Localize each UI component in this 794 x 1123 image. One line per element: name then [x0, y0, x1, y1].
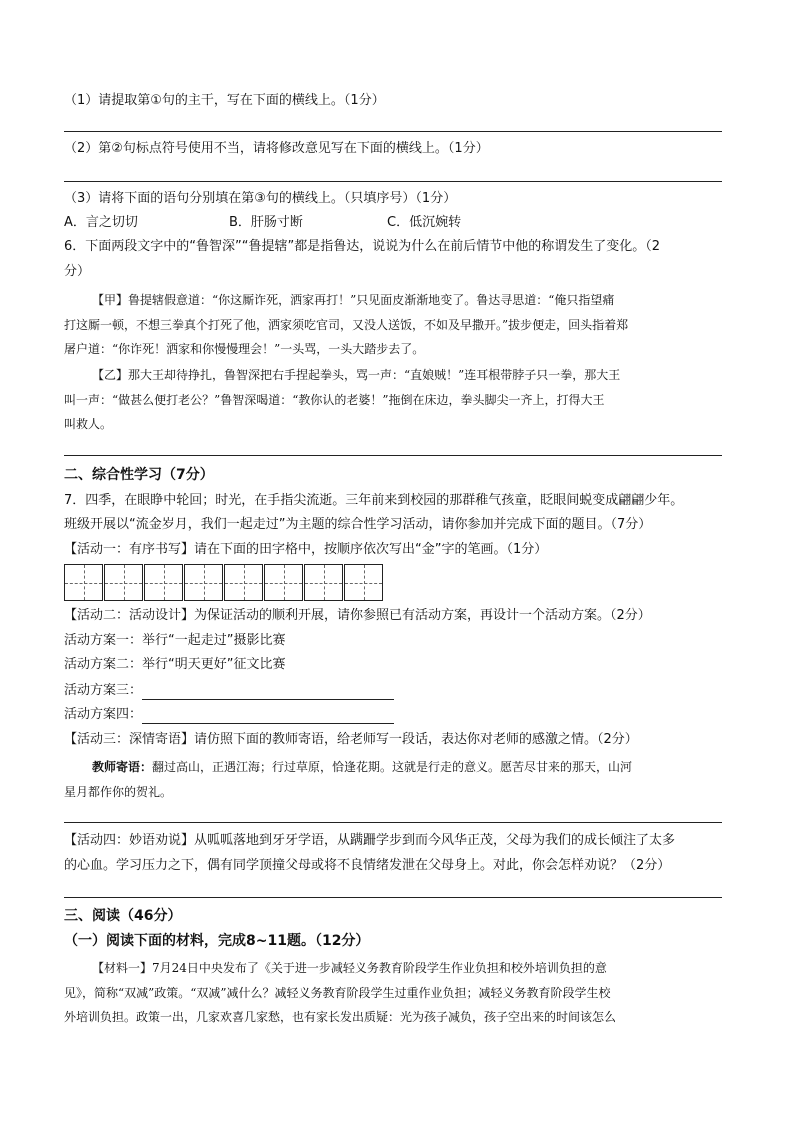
- q5-sub1: （1）请提取第①句的主干，写在下面的横线上。（1分）: [64, 93, 385, 108]
- q6-prompt-line2: 分）: [64, 264, 91, 279]
- tianzi-cell[interactable]: [144, 564, 183, 601]
- tianzi-cell[interactable]: [344, 564, 383, 601]
- teacher-message-label: 教师寄语：: [92, 760, 153, 774]
- activity4-line2: 的心血。学习压力之下，偶有同学顶撞父母或将不良情绪发泄在父母身上。对此，你会怎样劝说？（2分）: [64, 858, 671, 873]
- q6-prompt-line1: 6．下面两段文字中的“鲁智深”“鲁提辖”都是指鲁达，说说为什么在前后情节中他的称谓发生了变化。（2: [64, 239, 660, 254]
- passage-jia-line3: 屠户道：“你诈死！洒家和你慢慢理会！”一头骂，一头大踏步去了。: [64, 342, 425, 356]
- activity4-line1: 【活动四：妙语劝说】从呱呱落地到牙牙学语，从蹒跚学步到而今风华正茂，父母为我们的成长倾注了太多: [64, 833, 676, 848]
- teacher-message-line2: 星月都作你的贺礼。: [64, 785, 173, 799]
- passage-jia-line2: 打这厮一顿，不想三拳真个打死了他，洒家须吃官司，又没人送饭，不如及早撒开。”拔步便走，回头指着郑: [64, 318, 629, 332]
- activity3-prompt: 【活动三：深情寄语】请仿照下面的教师寄语，给老师写一段话，表达你对老师的感激之情。（2分）: [64, 732, 638, 747]
- passage-jia-line1: 【甲】鲁提辖假意道：“你这厮诈死，洒家再打！”只见面皮渐渐地变了。鲁达寻思道：“俺只指望痛: [92, 293, 615, 307]
- q5-options: [64, 214, 461, 232]
- section3-subtitle: （一）阅读下面的材料，完成8~11题。（12分）: [64, 933, 370, 949]
- tianzi-cell[interactable]: [304, 564, 343, 601]
- plan-three-label: 活动方案三：: [64, 683, 143, 698]
- option-b: B．肝肠寸断: [229, 215, 303, 230]
- section2-title: 二、综合性学习（7分）: [64, 467, 214, 483]
- answer-line[interactable]: [64, 181, 722, 182]
- plan-four-label: 活动方案四：: [64, 707, 143, 722]
- tianzi-grid: [64, 564, 384, 600]
- activity2-prompt: 【活动二：活动设计】为保证活动的顺利开展，请你参照已有活动方案，再设计一个活动方案。（2分）: [64, 608, 651, 623]
- activity1-prompt: 【活动一：有序书写】请在下面的田字格中，按顺序依次写出“金”字的笔画。（1分）: [64, 542, 548, 557]
- tianzi-cell[interactable]: [104, 564, 143, 601]
- answer-line[interactable]: [64, 131, 722, 132]
- plan-three-row: [64, 682, 394, 700]
- material1-line2: 见》，简称“双减”政策。“双减”减什么？减轻义务教育阶段学生过重作业负担；减轻义务教育阶段学生校: [64, 986, 611, 1000]
- teacher-message-text: 翻过高山，正遇江海；行过草原，恰逢花期。这就是行走的意义。愿苦尽甘来的那天，山河: [152, 760, 633, 774]
- plan-one: 活动方案一：举行“一起走过”摄影比赛: [64, 633, 286, 648]
- tianzi-cell[interactable]: [64, 564, 103, 601]
- teacher-message-line1: [92, 758, 632, 776]
- plan-three-blank[interactable]: [142, 685, 394, 700]
- passage-yi-line1: 【乙】那大王却待挣扎，鲁智深把右手捏起拳头，骂一声：“直娘贼！”连耳根带脖子只一拳，那大王: [92, 368, 621, 382]
- plan-four-blank[interactable]: [142, 709, 394, 724]
- section3-title: 三、阅读（46分）: [64, 908, 182, 924]
- answer-line[interactable]: [64, 455, 722, 456]
- tianzi-cell[interactable]: [264, 564, 303, 601]
- plan-four-row: [64, 706, 394, 724]
- material1-line1: 【材料一】7月24日中央发布了《关于进一步减轻义务教育阶段学生作业负担和校外培训负担的意: [92, 961, 607, 975]
- option-a: A．言之切切: [64, 215, 138, 230]
- answer-line[interactable]: [64, 897, 722, 898]
- q7-line1: 7．四季，在眼睁中轮回；时光，在手指尖流逝。三年前来到校园的那群稚气孩童，眨眼间蜕变成翩翩少年。: [64, 493, 684, 508]
- passage-yi-line3: 叫救人。: [64, 417, 113, 431]
- answer-line[interactable]: [64, 822, 722, 823]
- material1-line3: 外培训负担。政策一出，几家欢喜几家愁，也有家长发出质疑：光为孩子减负，孩子空出来的时间该怎么: [64, 1010, 617, 1024]
- passage-yi-line2: 叫一声：“做甚么便打老公？”鲁智深喝道：“教你认的老婆！”拖倒在床边，拳头脚尖一齐上，打得大王: [64, 393, 605, 407]
- q5-sub3: （3）请将下面的语句分别填在第③句的横线上。（只填序号）（1分）: [64, 191, 457, 206]
- q5-sub2: （2）第②句标点符号使用不当，请将修改意见写在下面的横线上。（1分）: [64, 141, 489, 156]
- q7-line2: 班级开展以“流金岁月，我们一起走过”为主题的综合性学习活动，请你参加并完成下面的题目。（7分）: [64, 517, 652, 532]
- tianzi-cell[interactable]: [184, 564, 223, 601]
- plan-two: 活动方案二：举行“明天更好”征文比赛: [64, 657, 286, 672]
- tianzi-cell[interactable]: [224, 564, 263, 601]
- option-c: C．低沉婉转: [387, 215, 462, 230]
